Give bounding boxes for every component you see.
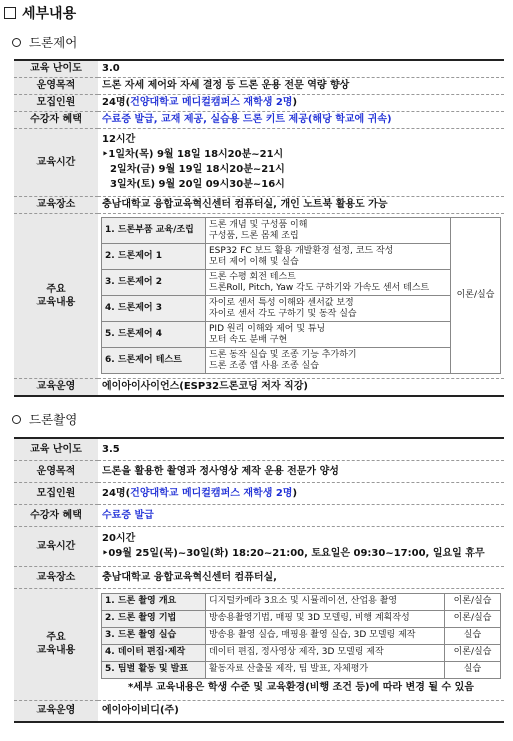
notice-text: *세부 교육내용은 학생 수준 및 교육환경(비행 조건 등)에 따라 변경 될 수 있음 [128, 681, 474, 693]
recruit-value: 24명(건양대학교 메디컬캠퍼스 재학생 2명) [98, 94, 504, 111]
module-table: 1. 드론 촬영 개요 디지털카메라 3요소 및 시뮬레이션, 산업용 촬영 이론/실습 2. 드론 촬영 기법 방송용촬영기법, 매핑 및 3D 모델링, 비행 계획작성 이론/실습 3. 드론 촬영 실습 방송용 촬영 실습, 매핑용 촬영 실습, 3D 모델링 제작 실습 4. 데이터 편집·제작 데이터 편집, 정사영상 제작, 3D 모델링 제작 이론/실습 5. 팀별 활동 및 발표 활동자료 산출물 제작, 팀 발표, 자체평가 실습 [101, 593, 501, 679]
drone-filming-table: 교육 난이도 3.5 운영목적 드론을 활용한 촬영과 정사영상 제작 운용 전문가 양성 모집인원 24명(건양대학교 메디컬캠퍼스 재학생 2명) 수강자 혜택 수료증 발급 교육시간 20시간 ‣09월 25일(목)~30일(화) 18:20~21:00, 토요일은 09:30~17:00, 일요일 휴무 교육장소 충남대학교 융합교육혁신센터 컴퓨터실, 주요 교육내용 1. 드론 촬영 개요 디지털카메라 3요소 및 시뮬레이션, 산업용 촬영 이론/실습 2. 드론 촬영 기법 방송용촬영기법, 매핑 및 3D 모델링, 비행 계획작성 이론/실습 3. 드론 촬영 실습 방송용 촬영 실습, 매핑용 촬영 실습, 3D 모델링 제작 실습 4. 데이터 편집·제작 데이터 편집, 정사영상 제작, 3D 모델링 제작 이론/실습 5. 팀별 활동 및 발표 활동자료 산출물 제작, 팀 발표, 자체평가 실습 *세부 교육내용은 학생 수준 및 교육환경(비행 조건 등)에 따라 변경 될 수 있음 교육운영 에이아이비디(주) [14, 437, 504, 723]
recruit-value: 24명(건양대학교 메디컬캠퍼스 재학생 2명) [98, 482, 504, 504]
module-table: 1. 드론부품 교육/조립 드론 개념 및 구성품 이해 구성품, 드론 몸체 조립 이론/실습 2. 드론제어 1 ESP32 FC 보드 활용 개발환경 설정, 코드 작성 모터 제어 이해 및 실습 3. 드론제어 2 드론 수평 회전 테스트 드론Roll, Pitch, Yaw 각도 구하기와 가속도 센서 테스트 4. 드론제어 3 자이로 센서 특성 이해와 센서값 보정 자이로 센서 각도 구하기 및 동작 실습 5. 드론제어 4 PID 원리 이해와 제어 및 튜닝 모터 속도 분배 구현 6. 드론제어 테스트 드론 동작 실습 및 조종 기능 추가하기 드론 조종 앱 사용 조종 실습 [101, 217, 501, 374]
circle-bullet-icon [12, 38, 21, 47]
drone-control-table: 교육 난이도 3.0 운영목적 드론 자세 제어와 자세 결정 등 드론 운용 전문 역량 향상 모집인원 24명(건양대학교 메디컬캠퍼스 재학생 2명) 수강자 혜택 수료증 발급, 교재 제공, 실습용 드론 키트 제공(해당 학교에 귀속) 교육시간 12시간 ‣1일차(목) 9월 18일 18시20분~21시 2일차(금) 9월 19일 18시20분~21시 3일차(토) 9월 20일 09시30분~16시 교육장소 충남대학교 융합교육혁신센터 컴퓨터실, 개인 노트북 활용도 가능 주요 교육내용 1. 드론부품 교육/조립 드론 개념 및 구성품 이해 구성품, 드론 몸체 조립 이론/실습 2. 드론제어 1 ESP32 FC 보드 활용 개발환경 설정, 코드 작성 모터 제어 이해 및 실습 3. 드론제어 2 드론 수평 회전 테스트 드론Roll, Pitch, Yaw 각도 구하기와 가속도 센서 테스트 4. 드론제어 3 자이로 센서 특성 이해와 센서값 보정 자이로 센서 각도 구하기 및 동작 실습 5. 드론제어 4 PID 원리 이해와 제어 및 튜닝 모터 속도 분배 구현 6. 드론제어 테스트 드론 동작 실습 및 조종 기능 추가하기 드론 조종 앱 사용 조종 실습 교육운영 에이아이사이언스(ESP32드론코딩 저자 직강) [14, 59, 504, 397]
section-title-drone-control: 드론제어 [12, 33, 77, 51]
schedule: 12시간 ‣1일차(목) 9월 18일 18시20분~21시 2일차(금) 9월 19일 18시20분~21시 3일차(토) 9월 20일 09시30분~16시 [98, 128, 504, 196]
circle-bullet-icon [12, 415, 21, 424]
schedule: 20시간 ‣09월 25일(목)~30일(화) 18:20~21:00, 토요일은 09:30~17:00, 일요일 휴무 [98, 526, 504, 566]
page-title: 세부내용 [4, 3, 76, 23]
section-title-drone-filming: 드론촬영 [12, 410, 77, 428]
square-bullet-icon [4, 7, 16, 19]
